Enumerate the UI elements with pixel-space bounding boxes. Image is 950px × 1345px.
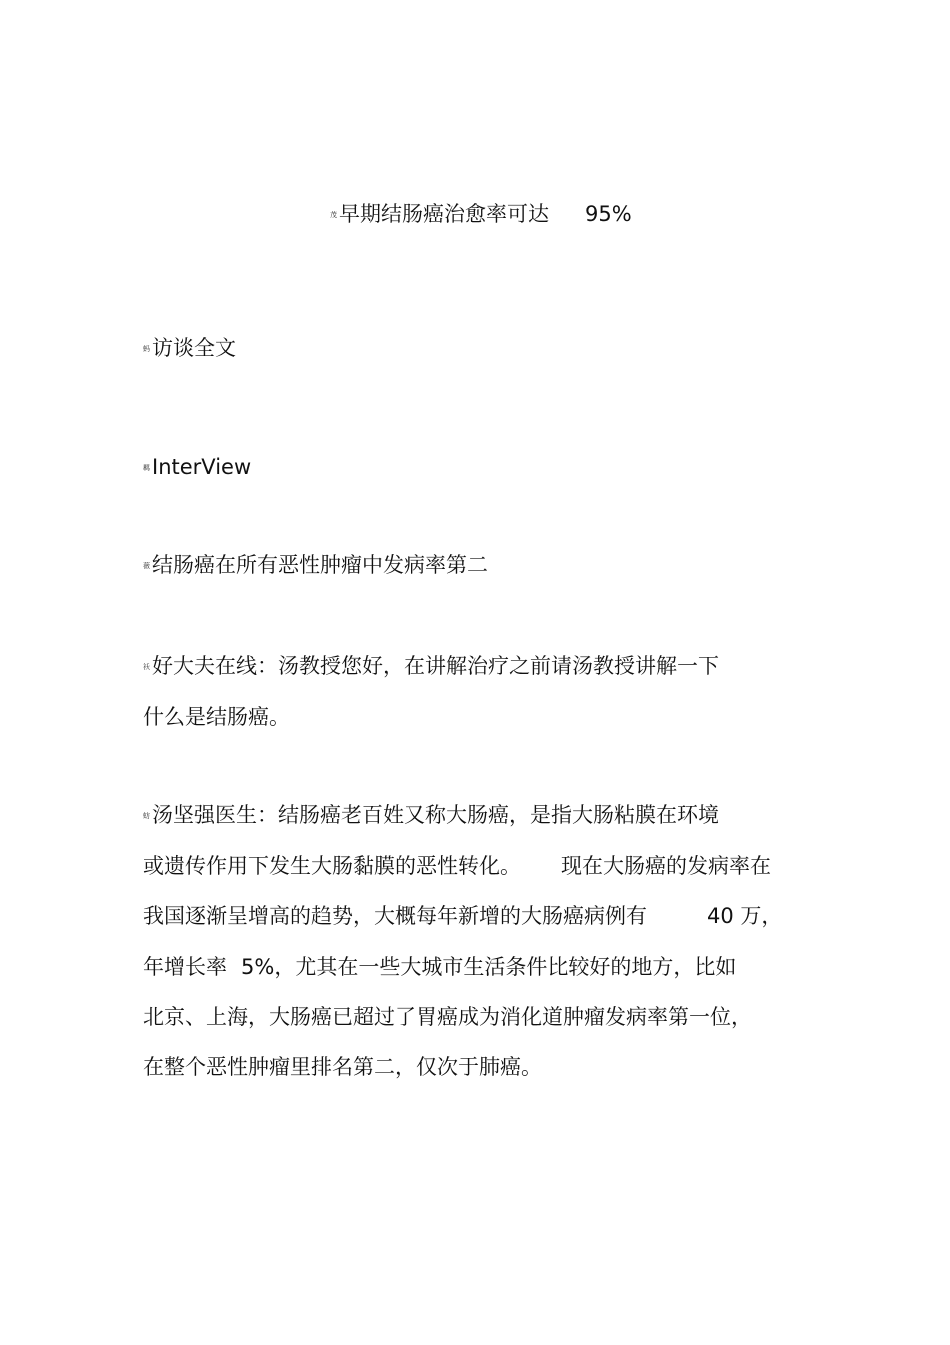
answer-line-1 <box>143 801 719 829</box>
answer-line-2 <box>143 852 771 880</box>
heading1-text: 访谈全文 <box>152 336 236 360</box>
answer-line-4b-text: 5%， <box>241 955 296 979</box>
heading3-marker: 薇 <box>143 561 150 570</box>
heading-interview <box>143 453 251 481</box>
answer-line-5-text: 北京、上海，大肠癌已超过了胃癌成为消化道肿瘤发病率第一位， <box>143 1005 752 1029</box>
answer-line-4c-text: 尤其在一些大城市生活条件比较好的地方，比如 <box>295 955 737 979</box>
question-line-2-text: 什么是结肠癌。 <box>143 705 290 729</box>
question-line-1 <box>143 652 719 680</box>
title-text: 早期结肠癌治愈率可达 <box>339 202 549 226</box>
answer-line-4a-text: 年增长率 <box>143 955 227 979</box>
question-marker: 袄 <box>143 662 150 671</box>
answer-line-2b-text: 现在大肠癌的发病率在 <box>561 854 771 878</box>
heading2-marker: 羁 <box>143 463 150 472</box>
answer-line-3a-text: 我国逐渐呈增高的趋势，大概每年新增的大肠癌病例有 <box>143 904 647 928</box>
answer-line-3b-text: 40 万， <box>707 904 783 928</box>
answer-line-1-text: 汤坚强医生：结肠癌老百姓又称大肠癌，是指大肠粘膜在环境 <box>152 803 719 827</box>
title-value: 95% <box>585 202 632 226</box>
question-line-1-text: 好大夫在线：汤教授您好，在讲解治疗之前请汤教授讲解一下 <box>152 654 719 678</box>
answer-line-2a-text: 或遗传作用下发生大肠黏膜的恶性转化。 <box>143 854 521 878</box>
answer-line-4 <box>143 953 736 981</box>
answer-line-5 <box>143 1003 752 1031</box>
section-heading <box>143 551 488 579</box>
heading3-text: 结肠癌在所有恶性肿瘤中发病率第二 <box>152 553 488 577</box>
heading2-text: InterView <box>152 455 252 479</box>
answer-line-3 <box>143 902 782 930</box>
document-title <box>330 200 632 228</box>
answer-marker: 蚄 <box>143 811 150 820</box>
title-marker: 茂 <box>330 210 337 219</box>
question-line-2 <box>143 703 290 731</box>
heading-interview-full-text <box>143 334 236 362</box>
heading1-marker: 蚂 <box>143 344 150 353</box>
answer-line-6-text: 在整个恶性肿瘤里排名第二，仅次于肺癌。 <box>143 1055 542 1079</box>
answer-line-6 <box>143 1053 542 1081</box>
